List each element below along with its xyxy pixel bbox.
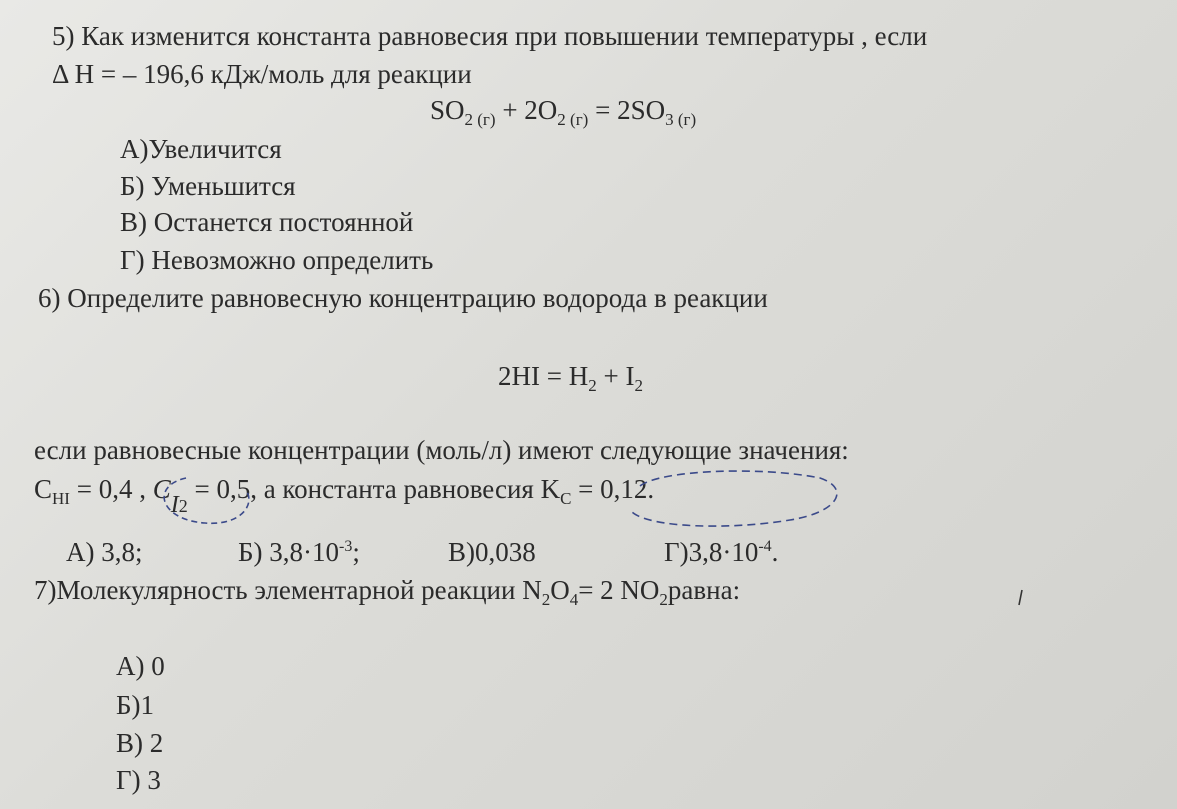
q6-line3: $C_{HI} = 0,4$ , $C_{I2} = 0,5$, а константа равновесия $K_C = 0,12$. <box>34 474 655 518</box>
q5-equation: $SO_{2 (г)} + 2O_{2 (г)} = 2SO_{3 (г)}$ <box>430 95 697 129</box>
q7-option-a: А) 0 <box>116 651 165 681</box>
q7-option-c: В) 2 <box>116 728 164 758</box>
q5-line1: 5) Как изменится константа равновесия при повышении температуры , если <box>52 21 928 51</box>
q7-line1: 7)Молекулярность элементарной реакции $N_2O_4= 2$ $NO_2равна$: <box>34 575 741 609</box>
pen-circle-mark <box>164 478 249 523</box>
q6-option-a: А) 3,8; <box>66 537 143 567</box>
q7-option-b: Б)1 <box>116 690 154 720</box>
q5-option-d: Г) Невозможно определить <box>120 245 434 275</box>
q6-equation: $2HI = H_2 + I_2$ <box>498 361 643 395</box>
q5-option-a: А)Увеличится <box>120 134 282 164</box>
q5-line2: Δ H = – 196,6 кДж/моль для реакции <box>52 59 472 89</box>
q7-option-d: Г) 3 <box>116 765 161 795</box>
q5-option-b: Б) Уменьшится <box>120 171 296 201</box>
q6-option-b: Б) $3,8\cdot 10^{-3}$; <box>238 537 360 567</box>
pen-ellipse-mark <box>632 471 837 526</box>
q5-option-c: В) Останется постоянной <box>120 207 414 237</box>
q6-option-c: В)0,038 <box>448 537 536 567</box>
pen-stroke-mark <box>1019 590 1022 605</box>
q6-line2: если равновесные концентрации (моль/л) имеют следующие значения: <box>34 435 849 465</box>
q6-option-d: $Г)3,8\cdot 10^{-4}$. <box>664 537 779 567</box>
q6-line1: 6) Определите равновесную концентрацию водорода в реакции <box>38 283 768 313</box>
